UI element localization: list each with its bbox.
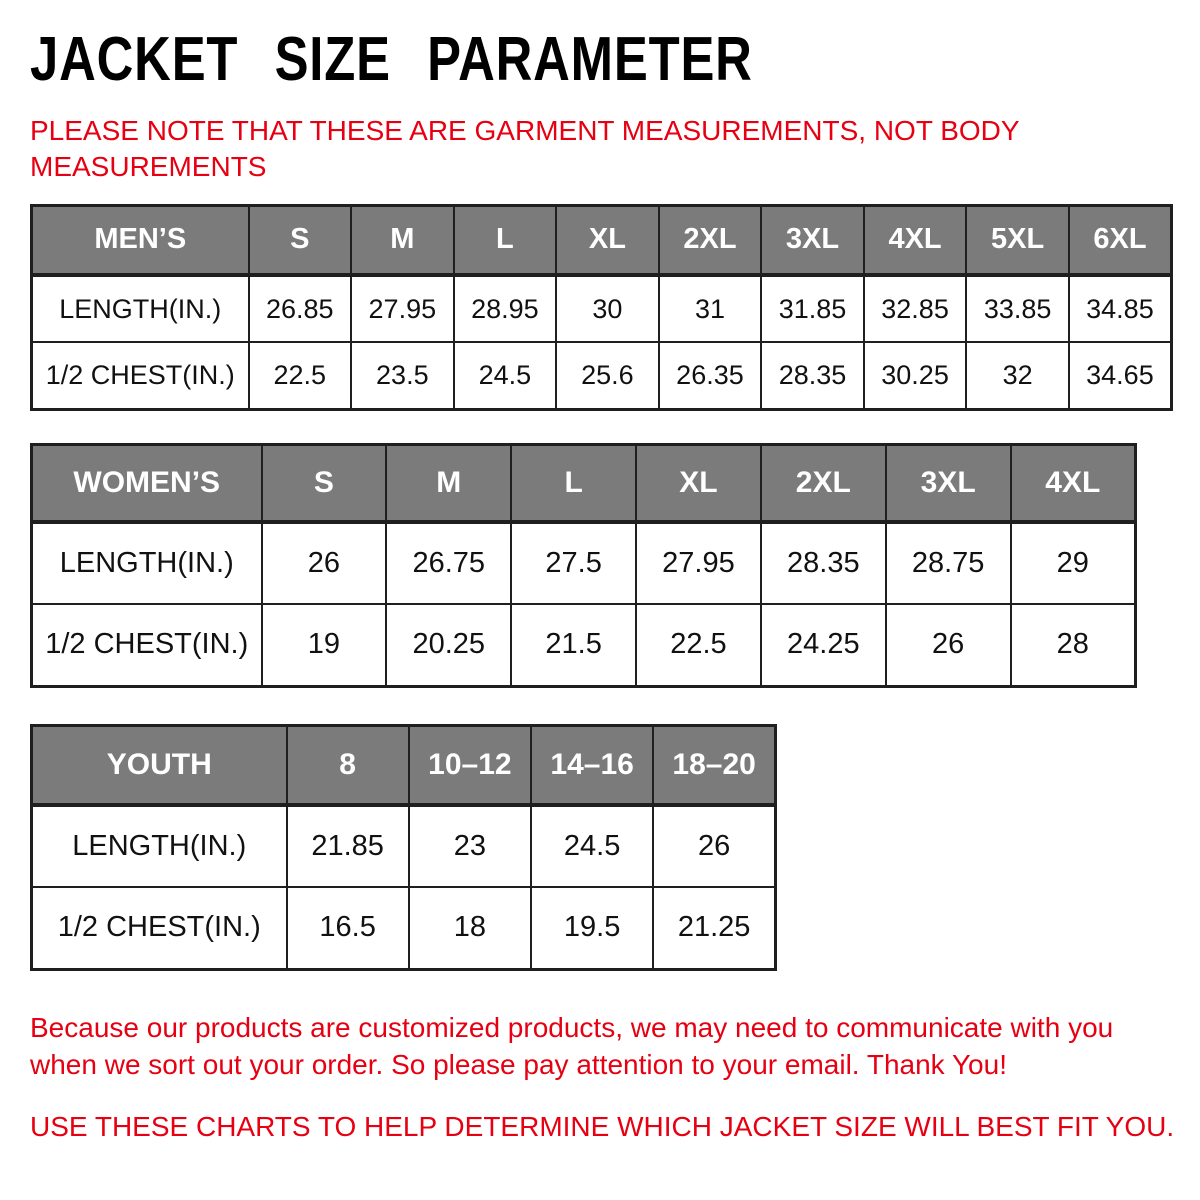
row-label: 1/2 CHEST(IN.) xyxy=(32,604,262,686)
cell: 30 xyxy=(556,275,659,342)
womens-size-header-xl: XL xyxy=(636,444,761,522)
page-title: JACKET SIZE PARAMETER xyxy=(30,25,753,94)
garment-measurement-note xyxy=(30,113,1172,185)
youth-size-table xyxy=(30,724,777,971)
womens-size-header-m: M xyxy=(386,444,511,522)
cell: 31.85 xyxy=(761,275,864,342)
cell: 32 xyxy=(966,342,1069,409)
youth-size-header-14-16: 14–16 xyxy=(531,725,653,805)
cell: 33.85 xyxy=(966,275,1069,342)
cell: 27.5 xyxy=(511,522,636,604)
womens-size-header-l: L xyxy=(511,444,636,522)
youth-size-header-18-20: 18–20 xyxy=(653,725,775,805)
customization-notice-line-1: Because our products are customized products, we may need to communicate with you xyxy=(30,1011,1114,1043)
youth-header-row xyxy=(32,725,776,805)
cell: 28.75 xyxy=(886,522,1011,604)
cell: 19 xyxy=(262,604,387,686)
row-label: LENGTH(IN.) xyxy=(32,522,262,604)
chart-usage-advice: USE THESE CHARTS TO HELP DETERMINE WHICH JACKET SIZE WILL BEST FIT YOU. xyxy=(30,1111,1175,1143)
cell: 29 xyxy=(1011,522,1136,604)
mens-size-header-xl: XL xyxy=(556,205,659,275)
mens-size-header-3xl: 3XL xyxy=(761,205,864,275)
cell: 23.5 xyxy=(351,342,454,409)
cell: 23 xyxy=(409,805,531,887)
womens-size-header-3xl: 3XL xyxy=(886,444,1011,522)
note-line-1: PLEASE NOTE THAT THESE ARE GARMENT MEASUREMENTS, NOT BODY xyxy=(30,115,1020,146)
row-label: LENGTH(IN.) xyxy=(32,275,249,342)
cell: 26.85 xyxy=(249,275,352,342)
cell: 28 xyxy=(1011,604,1136,686)
mens-header-row xyxy=(32,205,1172,275)
mens-size-header-6xl: 6XL xyxy=(1069,205,1172,275)
cell: 16.5 xyxy=(287,887,409,969)
mens-size-header-s: S xyxy=(249,205,352,275)
womens-length-row xyxy=(32,522,1136,604)
cell: 31 xyxy=(659,275,762,342)
womens-size-table xyxy=(30,443,1137,688)
cell: 27.95 xyxy=(636,522,761,604)
cell: 28.95 xyxy=(454,275,557,342)
cell: 21.5 xyxy=(511,604,636,686)
mens-size-header-2xl: 2XL xyxy=(659,205,762,275)
row-label: 1/2 CHEST(IN.) xyxy=(32,342,249,409)
cell: 25.6 xyxy=(556,342,659,409)
youth-length-row xyxy=(32,805,776,887)
customization-notice xyxy=(30,1009,1172,1085)
youth-table-title: YOUTH xyxy=(32,725,287,805)
cell: 34.65 xyxy=(1069,342,1172,409)
womens-chest-row xyxy=(32,604,1136,686)
cell: 21.25 xyxy=(653,887,775,969)
cell: 22.5 xyxy=(249,342,352,409)
womens-size-header-2xl: 2XL xyxy=(761,444,886,522)
youth-size-header-10-12: 10–12 xyxy=(409,725,531,805)
cell: 24.5 xyxy=(454,342,557,409)
mens-size-table xyxy=(30,204,1173,411)
cell: 21.85 xyxy=(287,805,409,887)
cell: 26.75 xyxy=(386,522,511,604)
cell: 28.35 xyxy=(761,342,864,409)
cell: 26 xyxy=(653,805,775,887)
mens-size-header-l: L xyxy=(454,205,557,275)
note-line-2: MEASUREMENTS xyxy=(30,150,267,182)
mens-size-header-m: M xyxy=(351,205,454,275)
womens-table-title: WOMEN’S xyxy=(32,444,262,522)
cell: 20.25 xyxy=(386,604,511,686)
cell: 19.5 xyxy=(531,887,653,969)
cell: 24.25 xyxy=(761,604,886,686)
mens-table-title: MEN’S xyxy=(32,205,249,275)
cell: 28.35 xyxy=(761,522,886,604)
mens-size-header-4xl: 4XL xyxy=(864,205,967,275)
mens-chest-row xyxy=(32,342,1172,409)
youth-chest-row xyxy=(32,887,776,969)
row-label: LENGTH(IN.) xyxy=(32,805,287,887)
cell: 24.5 xyxy=(531,805,653,887)
cell: 27.95 xyxy=(351,275,454,342)
womens-size-header-4xl: 4XL xyxy=(1011,444,1136,522)
cell: 32.85 xyxy=(864,275,967,342)
youth-size-header-8: 8 xyxy=(287,725,409,805)
cell: 30.25 xyxy=(864,342,967,409)
customization-notice-line-2: when we sort out your order. So please pay attention to your email. Thank You! xyxy=(30,1049,1007,1081)
mens-length-row xyxy=(32,275,1172,342)
cell: 26 xyxy=(886,604,1011,686)
womens-header-row xyxy=(32,444,1136,522)
womens-size-header-s: S xyxy=(262,444,387,522)
cell: 18 xyxy=(409,887,531,969)
cell: 26.35 xyxy=(659,342,762,409)
cell: 26 xyxy=(262,522,387,604)
mens-size-header-5xl: 5XL xyxy=(966,205,1069,275)
row-label: 1/2 CHEST(IN.) xyxy=(32,887,287,969)
cell: 22.5 xyxy=(636,604,761,686)
cell: 34.85 xyxy=(1069,275,1172,342)
